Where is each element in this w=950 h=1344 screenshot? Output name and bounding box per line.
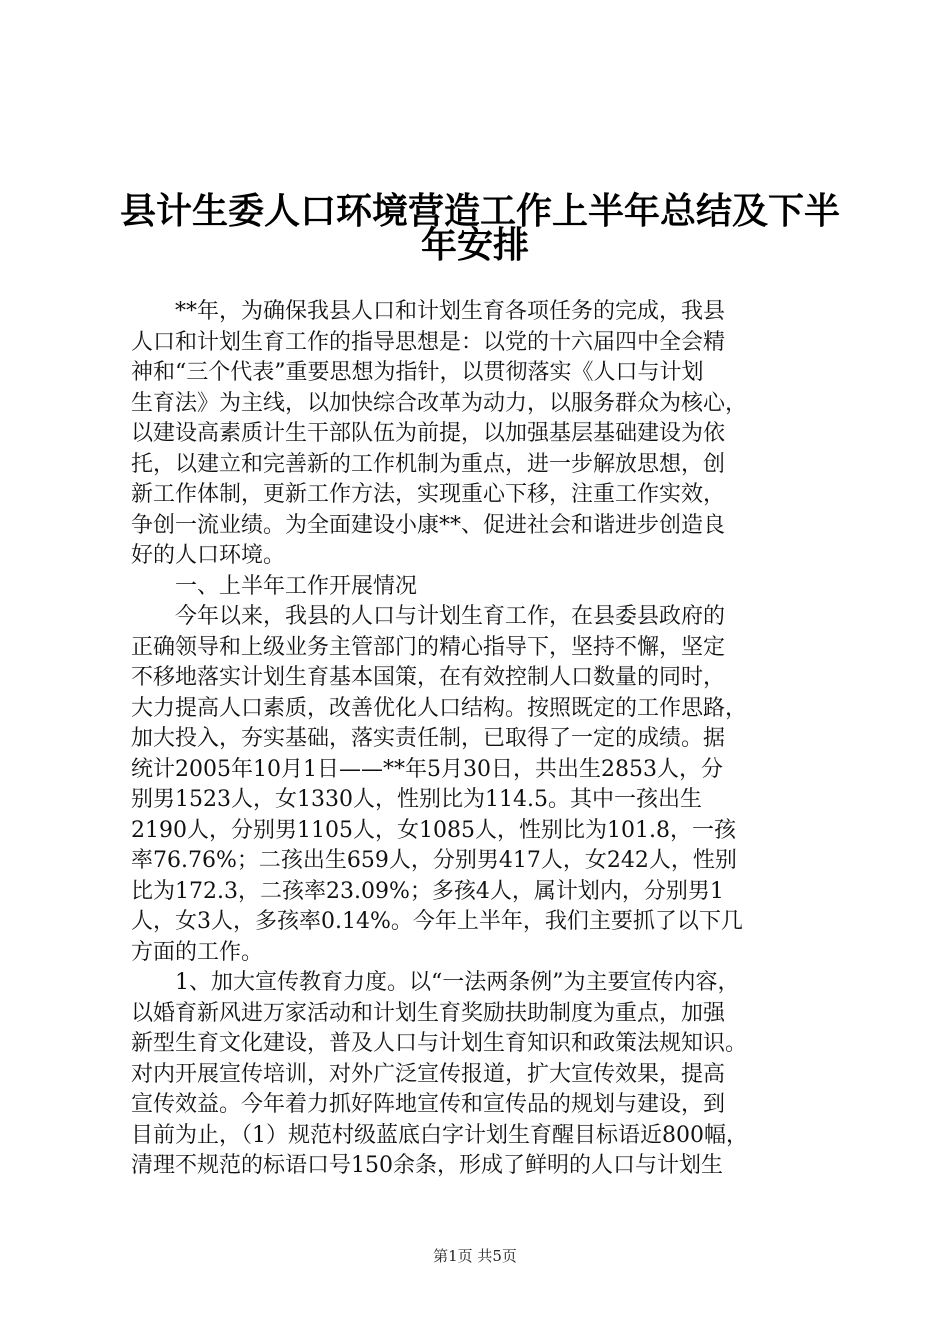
body-line: 以婚育新风进万家活动和计划生育奖励扶助制度为重点，加强 <box>131 1000 726 1026</box>
body-line: 争创一流业绩。为全面建设小康**、促进社会和谐进步创造良 <box>131 512 726 538</box>
body-line: **年，为确保我县人口和计划生育各项任务的完成，我县 <box>131 299 726 324</box>
body-line: 今年以来，我县的人口与计划生育工作，在县委县政府的 <box>131 604 726 629</box>
body-line: 神和“三个代表”重要思想为指针，以贯彻落实《人口与计划 <box>131 360 704 385</box>
body-line: 宣传效益。今年着力抓好阵地宣传和宣传品的规划与建设，到 <box>131 1092 726 1117</box>
document-title-line-1: 县计生委人口环境营造工作上半年总结及下半 <box>120 191 841 232</box>
body-line: 方面的工作。 <box>131 939 264 965</box>
body-line: 人，女3人，多孩率0.14%。今年上半年，我们主要抓了以下几 <box>131 909 743 934</box>
body-line: 正确领导和上级业务主管部门的精心指导下，坚持不懈，坚定 <box>131 634 726 660</box>
body-line: 新型生育文化建设，普及人口与计划生育知识和政策法规知识。 <box>131 1031 748 1056</box>
body-line: 加大投入，夯实基础，落实责任制，已取得了一定的成绩。据 <box>131 726 726 751</box>
body-line: 以建设高素质计生干部队伍为前提，以加强基层基础建设为依 <box>131 421 726 446</box>
body-line: 目前为止，（1）规范村级蓝底白字计划生育醒目标语近800幅， <box>131 1122 748 1148</box>
body-line: 新工作体制，更新工作方法，实现重心下移，注重工作实效， <box>131 482 726 507</box>
body-line: 托，以建立和完善新的工作机制为重点，进一步解放思想，创 <box>131 451 726 477</box>
document-body <box>131 297 835 1182</box>
body-line: 率76.76%；二孩出生659人，分别男417人，女242人，性别 <box>131 848 737 873</box>
body-line: 别男1523人，女1330人，性别比为114.5。其中一孩出生 <box>131 787 702 812</box>
body-line: 比为172.3，二孩率23.09%；多孩4人，属计划内，分别男1 <box>131 878 724 904</box>
body-line: 2190人，分别男1105人，女1085人，性别比为101.8，一孩 <box>131 817 736 843</box>
page-footer: 第1页 共5页 <box>433 1247 517 1265</box>
document-title-line-2: 年安排 <box>420 225 529 266</box>
body-line: 不移地落实计划生育基本国策，在有效控制人口数量的同时， <box>131 665 726 690</box>
body-line: 生育法》为主线，以加快综合改革为动力，以服务群众为核心， <box>131 390 748 416</box>
body-line: 好的人口环境。 <box>131 543 286 568</box>
body-line: 人口和计划生育工作的指导思想是：以党的十六届四中全会精 <box>131 329 726 355</box>
section-heading: 一、上半年工作开展情况 <box>131 573 418 599</box>
body-line: 大力提高人口素质，改善优化人口结构。按照既定的工作思路， <box>131 695 748 721</box>
body-line: 清理不规范的标语口号150余条，形成了鲜明的人口与计划生 <box>131 1153 723 1178</box>
body-line: 统计2005年10月1日——**年5月30日，共出生2853人，分 <box>131 756 723 782</box>
body-line: 1、加大宣传教育力度。以“一法两条例”为主要宣传内容， <box>131 970 740 995</box>
body-line: 对内开展宣传培训，对外广泛宣传报道，扩大宣传效果，提高 <box>131 1061 726 1087</box>
